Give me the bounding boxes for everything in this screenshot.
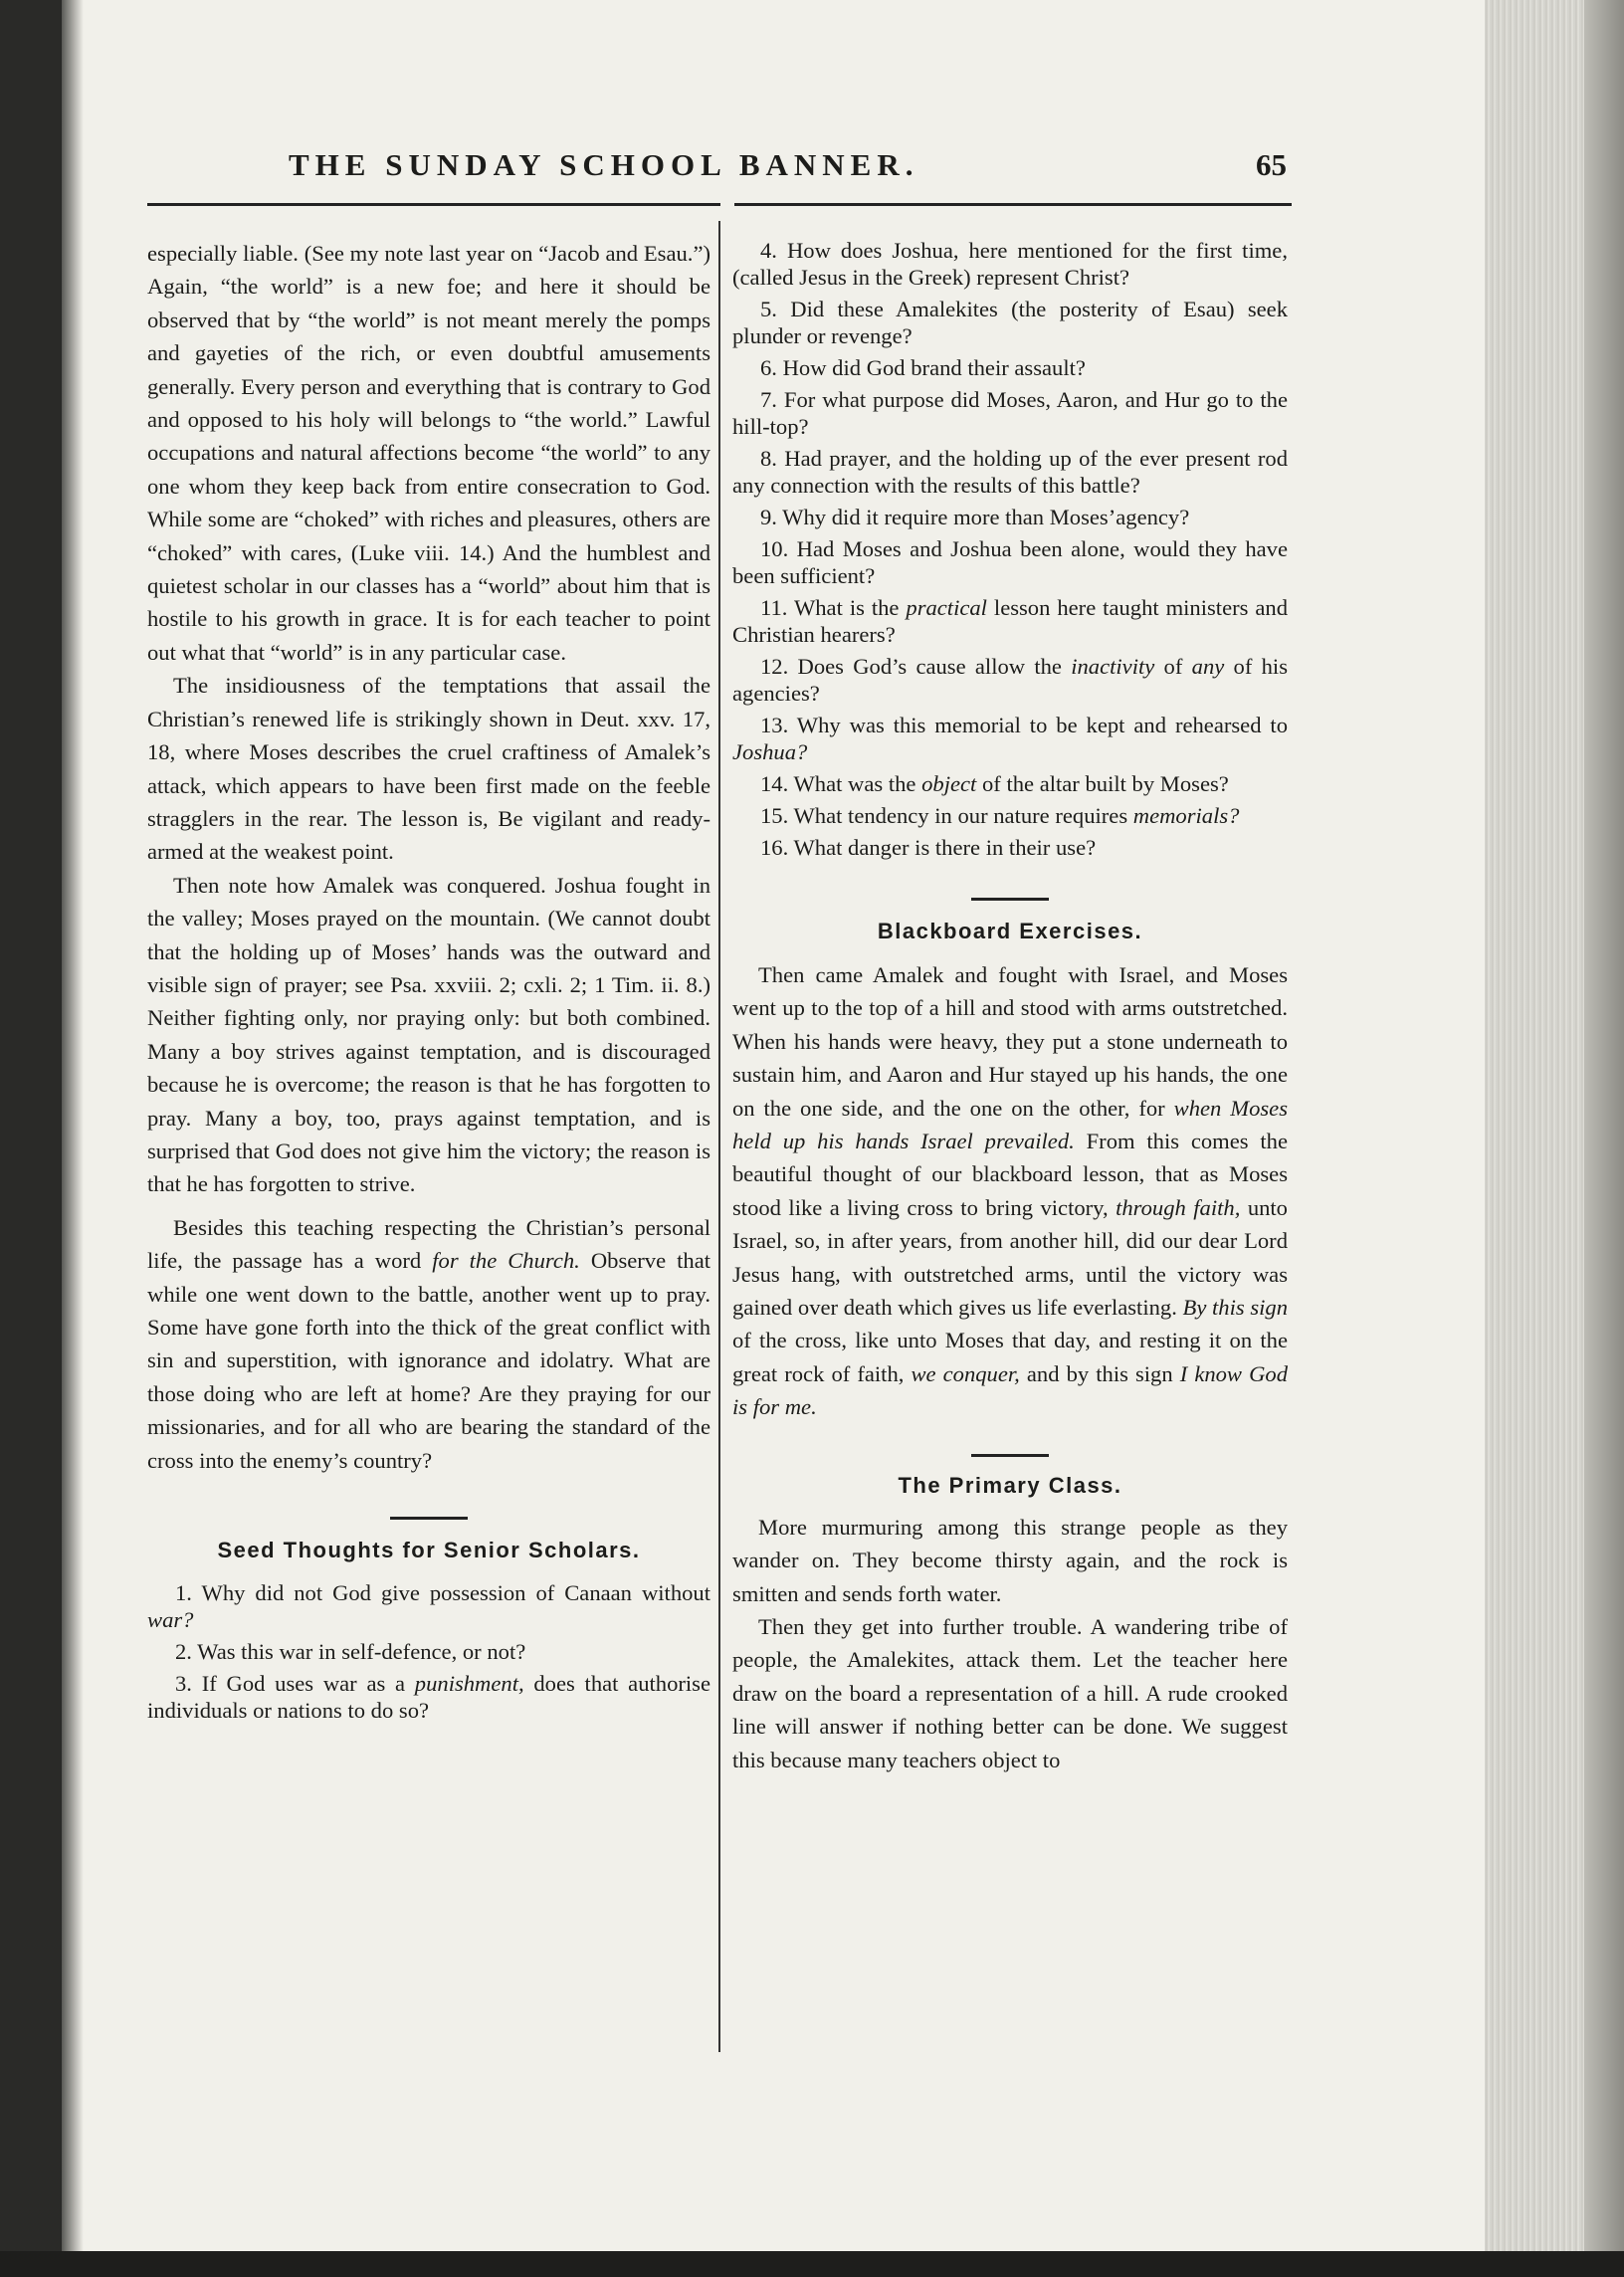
question-item: 7. For what purpose did Moses, Aaron, and Hur go to the hill-top? <box>732 387 1288 439</box>
italic-run: any <box>1191 654 1225 679</box>
paragraph: More murmuring among this strange people as they wander on. They become thirsty again, and the rock is smitten and sends forth water. <box>732 1514 1288 1606</box>
paragraph: Then note how Amalek was conquered. Joshua fought in the valley; Moses prayed on the mountain. (We cannot doubt that the holding up of Moses’ hands was the outward and visible sign of prayer; see Psa. xxviii. 2; cxli. 2; 1 Tim. ii. 8.) Neither fighting only, nor praying only: but both combined. Many a boy strives against temptation, and is discouraged because he is overcome; the reason is that he has forgotten to pray. Many a boy, too, prays against temptation, and is surprised that God does not give him the victory; the reason is that he has forgotten to strive. <box>147 872 710 1197</box>
page-number: 65 <box>1256 147 1287 182</box>
text-run: From this comes the beautiful thought of our blackboard lesson, that as Moses stood like a living cross to bring victory, <box>732 1129 1288 1220</box>
text-run: Then came Amalek and fought with Israel, and Moses went up to the top of a hill and stood with arms outstretched. When his hands were heavy, they put a stone underneath to sustain him, and Aaron and Hur stayed up his hands, the one on the one side, and the one on the other, for <box>732 962 1288 1121</box>
text-run: of the altar built by Moses? <box>976 771 1229 796</box>
italic-run: By this sign <box>1182 1295 1288 1321</box>
paragraph: especially liable. (See my note last year on “Jacob and Esau.”) Again, “the world” is a new foe; and here it should be observed that by “the world” is not meant merely the pomps and gayeties of the rich, or even doubtful amusements generally. Every person and everything that is contrary to God and opposed to his holy will belongs to “the world.” Lawful occupations and natural affections become “the world” to any one whom they keep back from entire consecration to God. While some are “choked” with riches and pleasures, others are “choked” with cares, (Luke viii. 14.) And the humblest and quietest scholar in our classes has a “world” about him that is hostile to his growth in grace. It is for each teacher to point out what that “world” is in any particular case. <box>147 241 710 665</box>
question-item: 4. How does Joshua, here mentioned for the first time, (called Jesus in the Greek) represent Christ? <box>732 238 1288 290</box>
text-run: of his agencies? <box>732 654 1288 706</box>
question-item <box>147 1579 710 1633</box>
italic-run: when Moses held up his hands Israel prevailed. <box>732 1095 1288 1154</box>
italic-run: practical <box>906 595 987 620</box>
section-heading-blackboard: Blackboard Exercises. <box>877 919 1143 943</box>
italic-run: for the Church. <box>432 1248 580 1274</box>
question-item <box>732 770 1288 797</box>
text-run: 12. Does God’s cause allow the <box>760 654 1072 679</box>
text-run: 15. What tendency in our nature requires <box>760 803 1133 828</box>
italic-run: inactivity <box>1071 654 1155 679</box>
text-run: lesson here taught ministers and Christian hearers? <box>732 595 1288 647</box>
question-item: 2. Was this war in self-defence, or not? <box>175 1639 526 1665</box>
header-rule-left <box>147 203 720 206</box>
text-run: Observe that while one went down to the battle, another went up to pray. Some have gone forth into the thick of the great conflict with sin and superstition, with ignorance and idolatry. What are those doing who are left at home? Are they praying for our missionaries, and for all who are bearing the standard of the cross into the enemy’s country? <box>147 1248 711 1473</box>
text-run: 3. If God uses war as a <box>175 1671 415 1697</box>
question-item <box>147 1670 710 1724</box>
paragraph: The insidiousness of the temptations that assail the Christian’s renewed life is strikingly shown in Deut. xxv. 17, 18, where Moses describes the cruel craftiness of Amalek’s attack, which appears to have been first made on the feeble stragglers in the rear. The lesson is, Be vigilant and ready-armed at the weakest point. <box>147 673 710 865</box>
text-run: 11. What is the <box>760 595 907 620</box>
question-item: 10. Had Moses and Joshua been alone, would they have been sufficient? <box>732 536 1288 588</box>
question-item: 16. What danger is there in their use? <box>760 835 1097 860</box>
running-head: THE SUNDAY SCHOOL BANNER. <box>289 147 919 182</box>
italic-run: memorials? <box>1132 803 1240 828</box>
text-run: of <box>1154 654 1192 679</box>
text-run: does that authorise individuals or nations to do so? <box>147 1671 710 1724</box>
right-column <box>732 237 1288 1776</box>
scan-bottom-band <box>0 2251 1624 2277</box>
text-run: Besides this teaching respecting the Christian’s personal life, the passage has a word <box>147 1214 710 1274</box>
paragraph: Then they get into further trouble. A wandering tribe of people, the Amalekites, attack them. Let the teacher here draw on the board a representation of a hill. A rude crooked line will answer if nothing better can be done. We suggest this because many teachers object to <box>732 1613 1288 1772</box>
question-item: 6. How did God brand their assault? <box>760 355 1086 380</box>
header-rule-right <box>734 203 1292 206</box>
text-run: 14. What was the <box>760 771 922 796</box>
question-item <box>732 802 1288 829</box>
italic-run: war? <box>147 1607 194 1633</box>
italic-run: I know God is for me. <box>732 1360 1288 1420</box>
column-divider <box>718 221 720 2052</box>
italic-run: we conquer, <box>911 1360 1020 1386</box>
question-item: 5. Did these Amalekites (the posterity of Esau) seek plunder or revenge? <box>732 297 1288 348</box>
italic-run: punishment, <box>414 1671 524 1697</box>
section-heading-primary-class: The Primary Class. <box>898 1472 1122 1498</box>
question-item: 8. Had prayer, and the holding up of the ever present rod any connection with the results of this battle? <box>732 446 1288 498</box>
paragraph <box>147 1211 710 1477</box>
italic-run: object <box>921 771 977 796</box>
italic-run: Joshua? <box>732 739 808 764</box>
text-run: and by this sign <box>1019 1360 1180 1386</box>
left-column <box>147 237 710 1729</box>
text-run: of the cross, like unto Moses that day, and resting it on the great rock of faith, <box>732 1328 1288 1386</box>
book-edge-shadow <box>1584 0 1624 2251</box>
gutter-shadow <box>62 0 84 2251</box>
question-item <box>732 594 1288 648</box>
paragraph <box>732 958 1288 1424</box>
question-item: 9. Why did it require more than Moses’agency? <box>760 505 1190 529</box>
question-item <box>732 712 1288 765</box>
italic-run: through faith, <box>1116 1194 1241 1220</box>
text-run: unto Israel, so, in after years, from another hill, did our dear Lord Jesus hang, with outstretched arms, until the victory was gained over death which gives us life everlasting. <box>732 1194 1288 1321</box>
text-run: 13. Why was this memorial to be kept and rehearsed to <box>760 713 1288 737</box>
question-item <box>732 653 1288 707</box>
section-heading-seed-thoughts: Seed Thoughts for Senior Scholars. <box>217 1538 641 1563</box>
text-run: 1. Why did not God give possession of Canaan without <box>175 1580 710 1606</box>
